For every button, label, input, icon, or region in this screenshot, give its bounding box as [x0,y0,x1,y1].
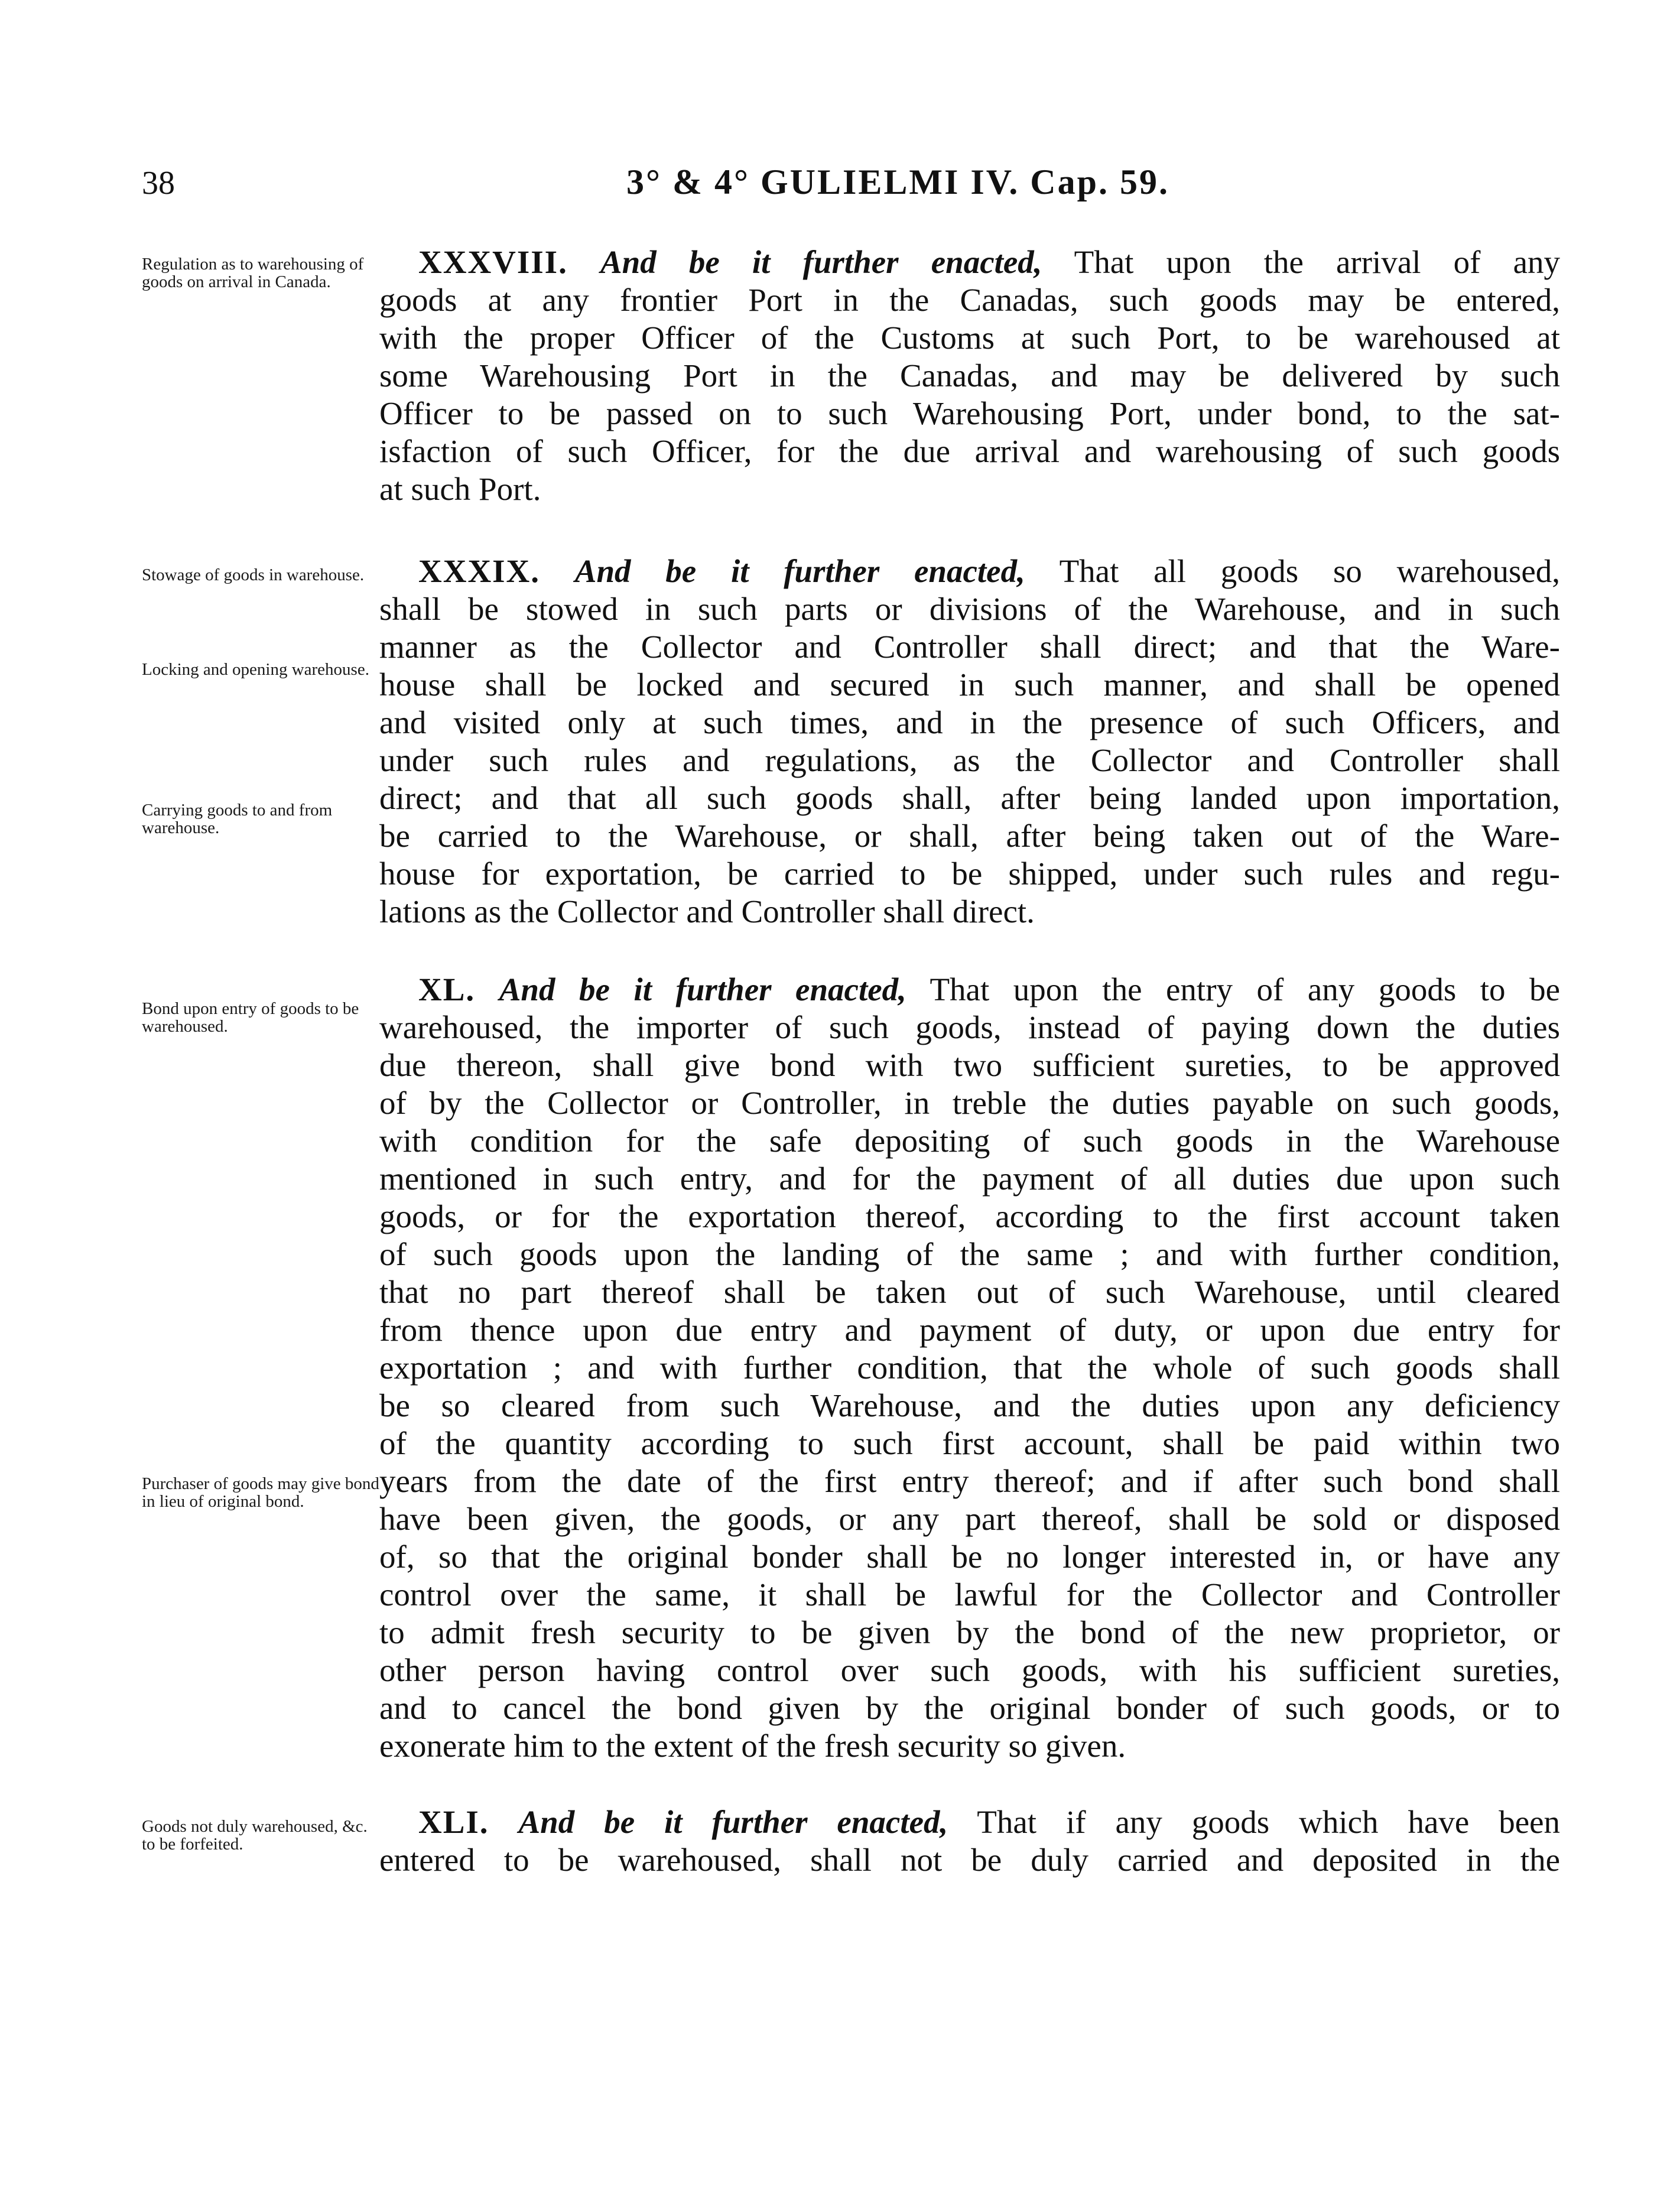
text-line: control over the same, it shall be lawful for the Collector and Controller [379,1576,1560,1613]
text-line: some Warehousing Port in the Canadas, and may be delivered by such [379,357,1560,394]
text-fragment: That if any goods which have been [948,1804,1561,1840]
marginal-note: Purchaser of goods may give bond in lieu of original bond. [142,1474,379,1511]
enacting-clause: And be it further enacted, [600,244,1042,280]
text-line: exportation ; and with further condition, that the whole of such goods shall [379,1350,1560,1386]
text-fragment: That all goods so warehoused, [1025,553,1561,589]
enacting-clause: And be it further enacted, [574,553,1025,589]
section-number: XLI. [418,1804,489,1840]
text-line: house shall be locked and secured in such manner, and shall be opened [379,667,1560,703]
marginal-note: Stowage of goods in warehouse. [142,565,365,584]
text-line [379,1803,1560,1841]
enacting-clause: And be it further enacted, [499,971,906,1007]
marginal-note: Bond upon entry of goods to be warehoused. [142,999,359,1036]
text-line: of, so that the original bonder shall be no longer interested in, or have any [379,1539,1560,1575]
text-line: entered to be warehoused, shall not be duly carried and deposited in the [379,1842,1560,1878]
section-text [379,552,1560,931]
text-line: lations as the Collector and Controller shall direct. [379,893,1035,929]
text-line: mentioned in such entry, and for the payment of all duties due upon such [379,1160,1560,1197]
text-line: that no part thereof shall be taken out of such Warehouse, until cleared [379,1274,1560,1310]
text-line: be carried to the Warehouse, or shall, after being taken out of the Ware- [379,818,1560,854]
text-line: years from the date of the first entry thereof; and if after such bond shall [379,1463,1560,1499]
marginal-note: Regulation as to warehousing of goods on arrival in Canada. [142,255,364,291]
text-line: shall be stowed in such parts or divisions of the Warehouse, and in such [379,591,1560,627]
page-number: 38 [142,165,175,201]
text-line [379,552,1560,590]
section-text [379,1803,1560,1879]
text-line: house for exportation, be carried to be shipped, under such rules and regu- [379,856,1560,892]
text-line: to admit fresh security to be given by the bond of the new proprietor, or [379,1614,1560,1650]
section-number: XXXVIII. [418,244,568,280]
section-text [379,971,1560,1765]
text-line [379,971,1560,1009]
text-line: manner as the Collector and Controller shall direct; and that the Ware- [379,629,1560,665]
text-line: Officer to be passed on to such Warehousing Port, under bond, to the sat- [379,395,1560,431]
section-text [379,243,1560,508]
section-number: XL. [418,971,476,1007]
text-line: isfaction of such Officer, for the due arrival and warehousing of such goods [379,433,1560,469]
marginal-note: Carrying goods to and from warehouse. [142,801,333,837]
text-line: have been given, the goods, or any part thereof, shall be sold or disposed [379,1501,1560,1537]
text-line: of the quantity according to such first account, shall be paid within two [379,1425,1560,1461]
text-line: and visited only at such times, and in the presence of such Officers, and [379,704,1560,740]
text-line: of such goods upon the landing of the same ; and with further condition, [379,1236,1560,1272]
text-fragment: That upon the entry of any goods to be [906,971,1560,1007]
text-line: goods, or for the exportation thereof, according to the first account taken [379,1198,1560,1234]
text-line: with condition for the safe depositing of such goods in the Warehouse [379,1123,1560,1159]
text-line: and to cancel the bond given by the original bonder of such goods, or to [379,1690,1560,1726]
text-fragment: That upon the arrival of any [1042,244,1561,280]
enacting-clause: And be it further enacted, [518,1804,948,1840]
text-line: from thence upon due entry and payment of duty, or upon due entry for [379,1312,1560,1348]
text-line: be so cleared from such Warehouse, and the duties upon any deficiency [379,1387,1560,1423]
text-line: under such rules and regulations, as the Collector and Controller shall [379,742,1560,778]
marginal-note: Locking and opening warehouse. [142,660,369,679]
text-line [379,243,1560,281]
text-line: direct; and that all such goods shall, after being landed upon importation, [379,780,1560,816]
section-number: XXXIX. [418,553,541,589]
text-line: at such Port. [379,471,541,507]
text-line: of by the Collector or Controller, in treble the duties payable on such goods, [379,1085,1560,1121]
text-line: warehoused, the importer of such goods, instead of paying down the duties [379,1009,1560,1045]
marginal-note: Goods not duly warehoused, &c. to be forfeited. [142,1817,368,1854]
text-line: other person having control over such goods, with his sufficient sureties, [379,1652,1560,1688]
running-head: 3° & 4° GULIELMI IV. Cap. 59. [626,162,1170,201]
text-line: exonerate him to the extent of the fresh security so given. [379,1728,1126,1764]
text-line: goods at any frontier Port in the Canadas, such goods may be entered, [379,282,1560,318]
text-line: due thereon, shall give bond with two sufficient sureties, to be approved [379,1047,1560,1083]
text-line: with the proper Officer of the Customs at such Port, to be warehoused at [379,320,1560,356]
